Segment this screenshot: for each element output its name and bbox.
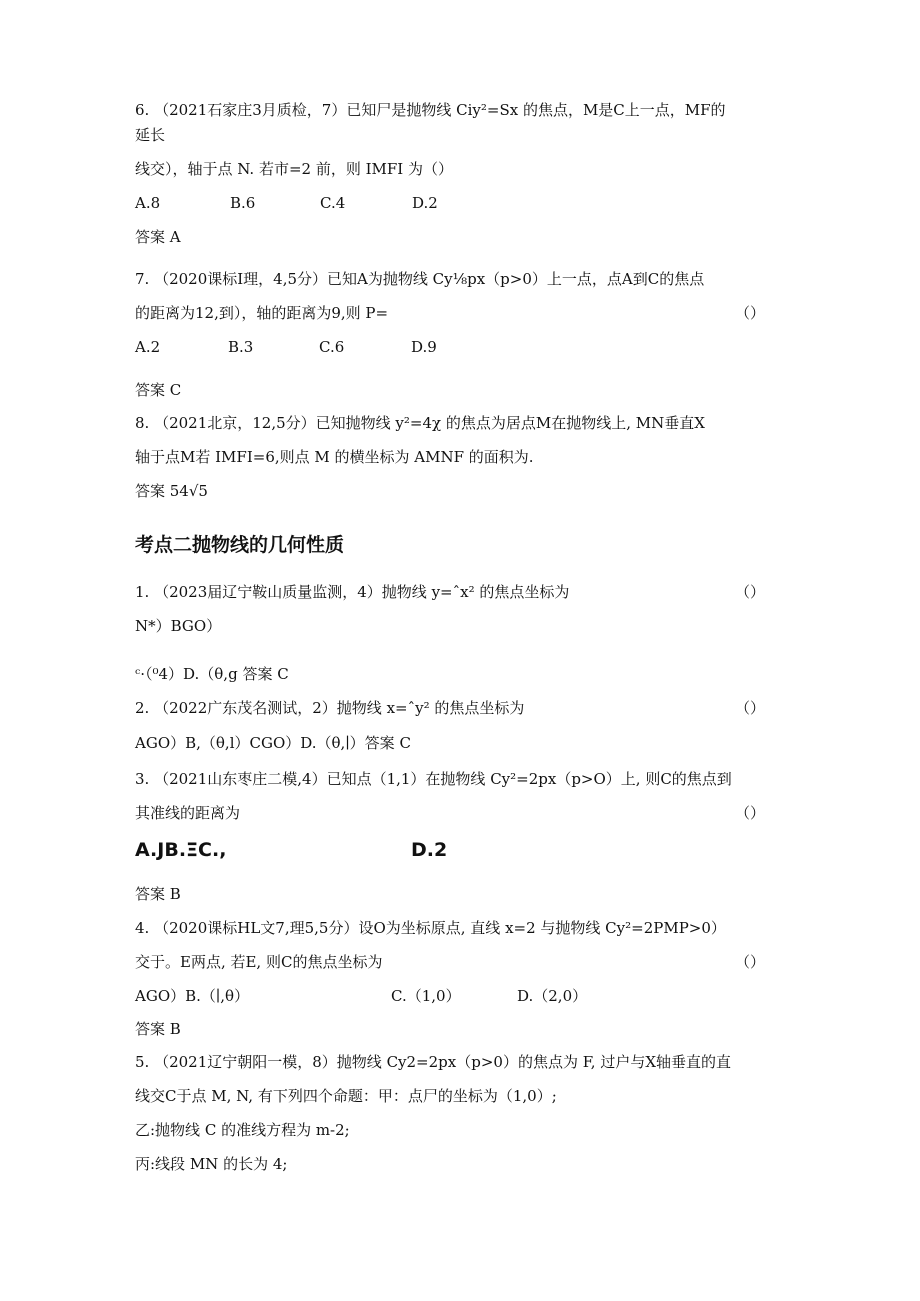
q6-line2: 延长 [135, 126, 166, 144]
q7-line2: 的距离为12,到），轴的距离为9,则 P= [135, 304, 389, 322]
s3-answer: 答案 B [135, 885, 181, 903]
s4-answer: 答案 B [135, 1020, 181, 1038]
q7-option-d: D.9 [411, 338, 437, 356]
q7-line1: 7. （2020课标I理，4,5分）已知A为抛物线 Cy⅛px（p>0）上一点，点A到C的焦点 [135, 270, 705, 288]
s4-option-c: C.（1,0） [391, 987, 461, 1005]
s3-line2: 其准线的距离为 [135, 804, 241, 822]
s2-line2: AGO）B,（θ,l）CGO）D.（θ,∣）答案 C [135, 734, 411, 752]
q7-option-b: B.3 [228, 338, 254, 356]
q7-answer-bracket: （） [735, 304, 766, 322]
s5-line2: 线交C于点 M, N, 有下列四个命题：甲：点尸的坐标为（1,0）; [135, 1087, 557, 1105]
s1-line3: ᶜ·（⁰4）D.（θ,g 答案 C [135, 665, 289, 683]
q7-option-c: C.6 [319, 338, 345, 356]
s4-answer-bracket: （） [735, 953, 766, 971]
s2-line1: 2. （2022广东茂名测试，2）抛物线 x=ˆy² 的焦点坐标为 [135, 699, 525, 717]
s3-line1: 3. （2021山东枣庄二模,4）已知点（1,1）在抛物线 Cy²=2px（p>O）上, 则C的焦点到 [135, 770, 732, 788]
s3-options-left: A.JB.ΞC., [135, 839, 227, 861]
q7-options [135, 337, 437, 357]
s1-line2: N*）BGO） [135, 617, 222, 635]
q6-options [135, 193, 438, 213]
s1-line1: 1. （2023届辽宁鞍山质量监测，4）抛物线 y=ˆx² 的焦点坐标为 [135, 583, 570, 601]
s4-line2: 交于。E两点, 若E, 则C的焦点坐标为 [135, 953, 383, 971]
q7-option-a: A.2 [135, 338, 161, 356]
s2-answer-bracket: （） [735, 699, 766, 717]
q6-option-b: B.6 [230, 194, 256, 212]
s4-option-d: D.（2,0） [517, 987, 588, 1005]
s3-options-right: D.2 [411, 839, 448, 861]
s4-line1: 4. （2020课标HL文7,理5,5分）设O为坐标原点, 直线 x=2 与抛物线 Cy²=2PMP>0） [135, 919, 726, 937]
q6-option-d: D.2 [412, 194, 438, 212]
q8-line2: 轴于点M若 IMFI=6,则点 M 的横坐标为 AMNF 的面积为. [135, 448, 534, 466]
q8-line1: 8. （2021北京，12,5分）已知抛物线 y²=4χ 的焦点为居点M在抛物线上, MN垂直X [135, 414, 705, 432]
s4-options [135, 986, 587, 1006]
q6-option-c: C.4 [320, 194, 346, 212]
s5-line3: 乙:抛物线 C 的准线方程为 m-2; [135, 1121, 350, 1139]
section-title: 考点二抛物线的几何性质 [135, 534, 345, 556]
s1-answer-bracket: （） [735, 583, 766, 601]
s5-line1: 5. （2021辽宁朝阳一模，8）抛物线 Cy2=2px（p>0）的焦点为 F, 过户与X轴垂直的直 [135, 1053, 732, 1071]
s4-option-ab: AGO）B.（∣,θ） [135, 987, 250, 1005]
s5-line4: 丙:线段 MN 的长为 4; [135, 1155, 288, 1173]
q6-answer: 答案 A [135, 228, 181, 246]
q8-answer: 答案 54√5 [135, 482, 208, 500]
q6-line1: 6. （2021石家庄3月质检，7）已知尸是抛物线 Ciy²=Sx 的焦点，M是C上一点，MF的 [135, 101, 726, 119]
s3-answer-bracket: （） [735, 804, 766, 822]
q7-answer: 答案 C [135, 381, 182, 399]
q6-line3: 线交），轴于点 N. 若市=2 前，则 IMFI 为（） [135, 160, 454, 178]
q6-option-a: A.8 [135, 194, 161, 212]
